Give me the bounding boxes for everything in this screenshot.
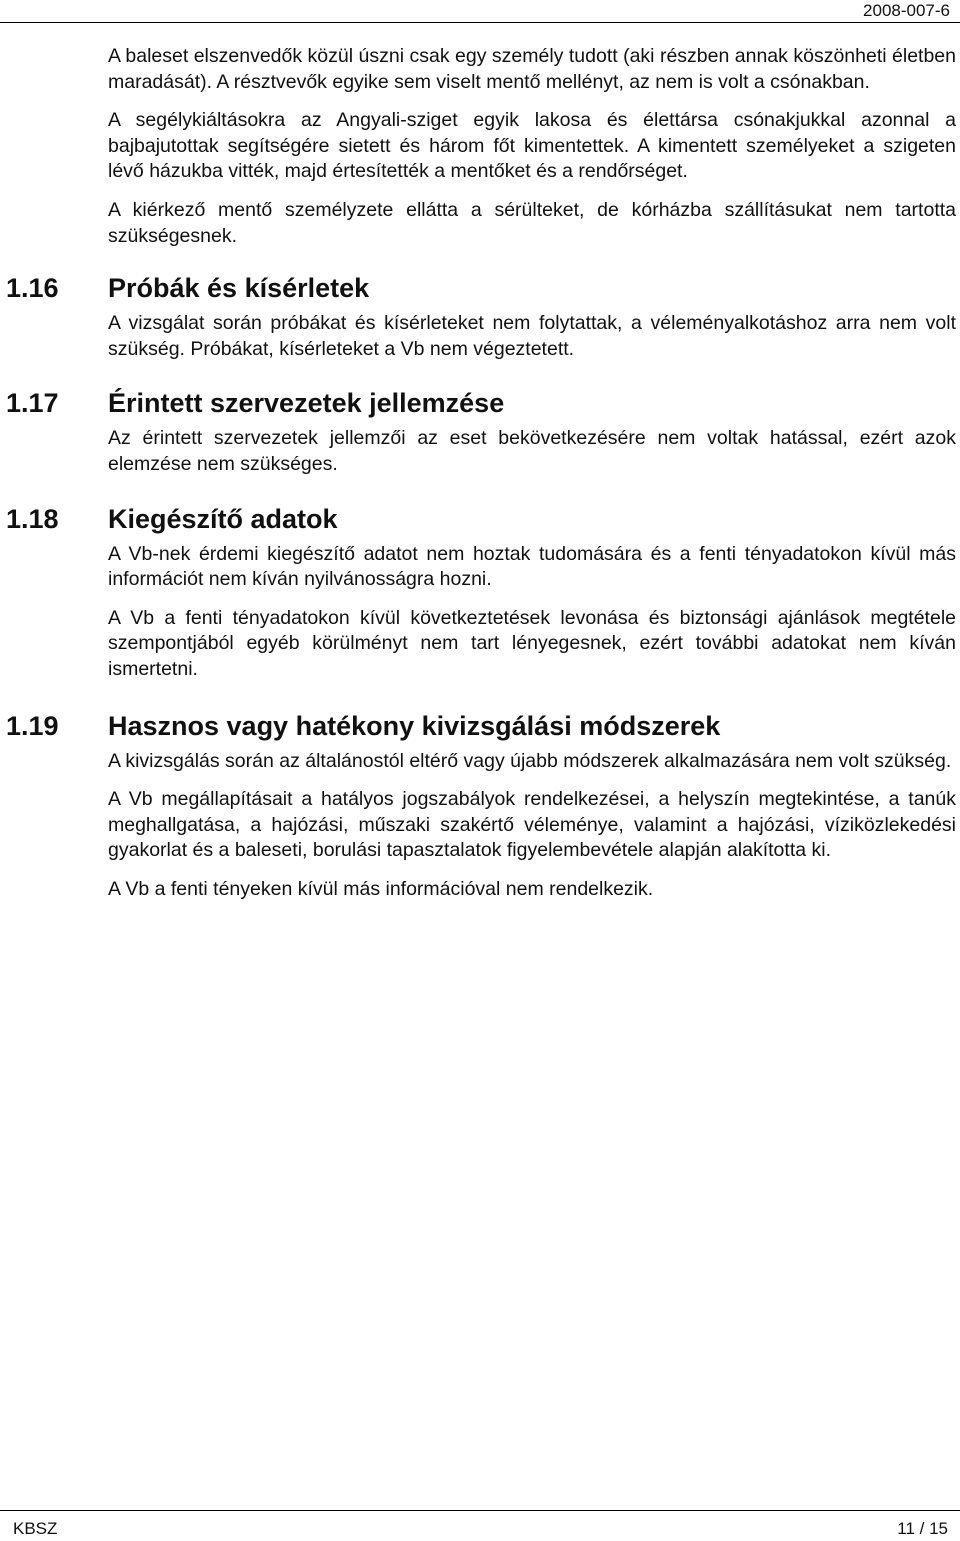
section-1-17 <box>0 386 960 477</box>
section-paragraph: A vizsgálat során próbákat és kísérleteket nem folytattak, a véleményalkotáshoz arra nem volt szükség. Próbákat, kísérleteket a Vb nem végeztetett. <box>108 312 956 360</box>
intro-paragraph: A kiérkező mentő személyzete ellátta a sérülteket, de kórházba szállításukat nem tartotta szükségesnek. <box>108 198 956 247</box>
section-paragraph: A Vb a fenti tényeken kívül más információval nem rendelkezik. <box>108 877 654 900</box>
section-paragraph: A Vb a fenti tényadatokon kívül következtetések levonása és biztonsági ajánlások megtétele szempontjából egyéb körülményt nem tart lényegesnek, ezért további adatokat nem kíván ismertetni. <box>108 606 956 680</box>
footer-rule <box>0 1510 960 1511</box>
section-title: Hasznos vagy hatékony kivizsgálási módszerek <box>108 710 721 741</box>
section-paragraph: A kivizsgálás során az általánostól eltérő vagy újabb módszerek alkalmazására nem volt szükség. <box>108 749 952 772</box>
section-heading <box>0 709 960 743</box>
section-1-19 <box>0 709 960 903</box>
section-heading <box>0 386 960 420</box>
section-number: 1.16 <box>6 273 59 304</box>
section-paragraph: A Vb megállapításait a hatályos jogszabályok rendelkezései, a helyszín megtekintése, a tanúk meghallgatása, a hajózási, műszaki szakértő véleménye, valamint a hajózási, víziközlekedési gyakorlat és a baleseti, borulási tapasztalatok figyelembevétele alapján alakította ki. <box>108 788 956 862</box>
intro-paragraph: A segélykiáltásokra az Angyali-sziget egyik lakosa és élettársa csónakjukkal azonnal a bajbajutottak segítségére sietett és három főt kimentettek. A kimentett személyeket a szigeten lévő házukba vitték, majd értesítették a mentőket és a rendőrséget. <box>108 109 956 183</box>
section-number: 1.17 <box>6 388 59 419</box>
section-heading <box>0 271 960 305</box>
section-title: Érintett szervezetek jellemzése <box>108 388 505 419</box>
header-rule <box>0 22 960 23</box>
intro-paragraph: A baleset elszenvedők közül úszni csak egy személy tudott (aki részben annak köszönheti életben maradását). A résztvevők egyike sem viselt mentő mellényt, az nem is volt a csónakban. <box>108 45 956 93</box>
section-title: Kiegészítő adatok <box>108 503 338 534</box>
section-1-16 <box>0 271 960 362</box>
document-id: 2008-007-6 <box>863 1 950 20</box>
section-paragraph: Az érintett szervezetek jellemzői az eset bekövetkezésére nem voltak hatással, ezért azok elemzése nem szükséges. <box>108 427 956 475</box>
footer-organization: KBSZ <box>13 1519 58 1538</box>
section-1-18 <box>0 502 960 683</box>
section-number: 1.18 <box>6 503 59 534</box>
section-number: 1.19 <box>6 710 59 741</box>
page-content <box>0 44 960 902</box>
section-paragraph: A Vb-nek érdemi kiegészítő adatot nem hoztak tudomására és a fenti tényadatokon kívül más információt nem kíván nyilvánosságra hozni. <box>108 542 956 591</box>
section-title: Próbák és kísérletek <box>108 273 370 304</box>
section-heading <box>0 502 960 536</box>
page-number: 11 / 15 <box>897 1519 948 1538</box>
